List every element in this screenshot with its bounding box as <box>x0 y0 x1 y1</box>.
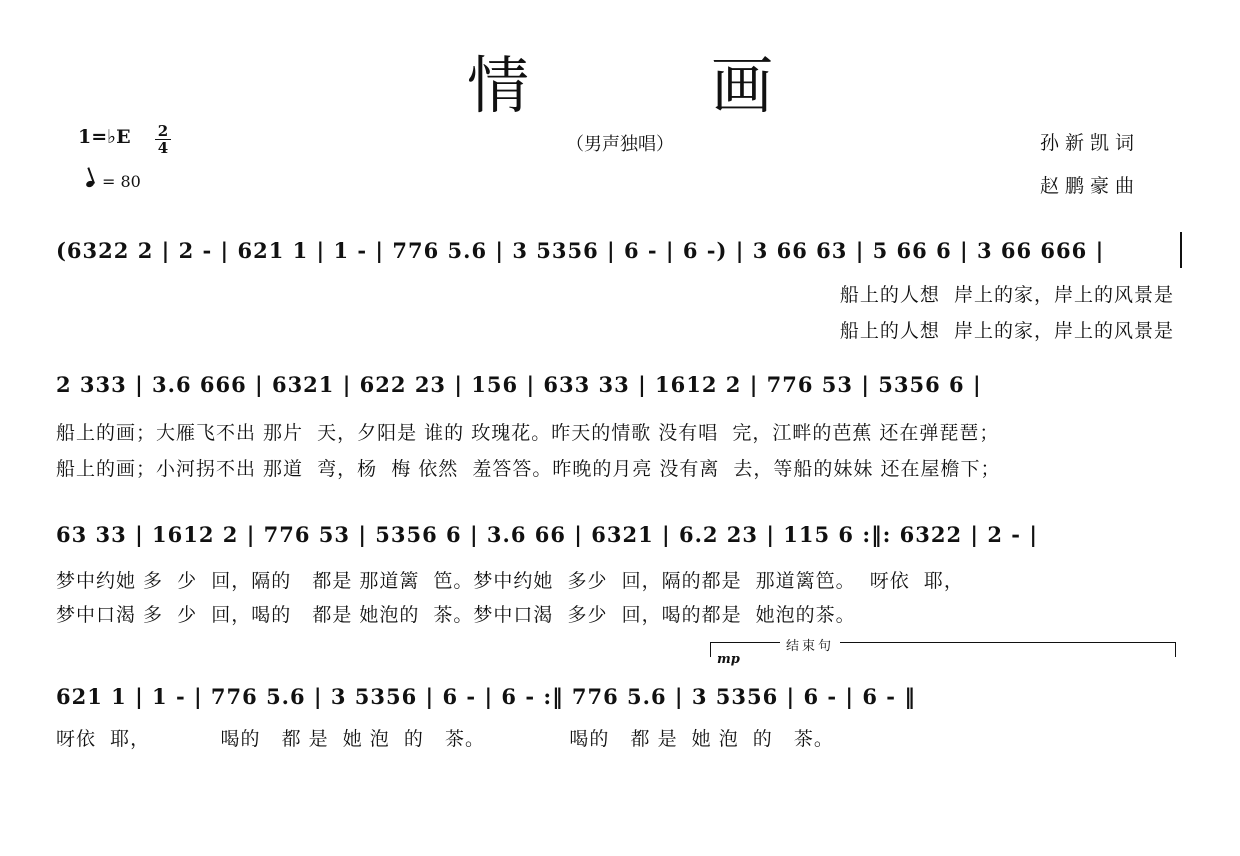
lyric-line-1-verse-2: 船上的人想 岸上的家，岸上的风景是 <box>839 320 1174 342</box>
lyric-line-2-verse-2: 船上的画；小河拐不出 那道 弯，杨 梅 依然 羞答答。昨晚的月亮 没有离 去，等船的妹妹 还在屋檐下； <box>56 458 1001 480</box>
song-title: 情 画 <box>466 49 833 122</box>
subtitle: （男声独唱） <box>566 134 674 155</box>
lyricist-credit: 孙新凯词 <box>1040 132 1141 154</box>
notation-row-3: 63 33 | 1612 2 | 776 53 | 5356 6 | 3.6 66 | 6321 | 6.2 23 | 115 6 :‖: 6322 | 2 - | <box>56 522 1038 547</box>
system-1-end-barline <box>1180 232 1182 268</box>
tempo-marking <box>86 172 141 191</box>
time-denominator: 4 <box>157 139 169 157</box>
lyric-line-1-verse-1: 船上的人想 岸上的家，岸上的风景是 <box>839 284 1174 306</box>
notation-row-2: 2 333 | 3.6 666 | 6321 | 622 23 | 156 | 633 33 | 1612 2 | 776 53 | 5356 6 | <box>56 372 982 397</box>
time-numerator: 2 <box>157 122 169 140</box>
lyric-line-4: 呀依 耶， 喝的 都 是 她 泡 的 茶。 喝的 都 是 她 泡 的 茶。 <box>56 728 834 750</box>
dynamic-marking: mp <box>717 652 740 667</box>
quarter-note-icon <box>85 180 95 188</box>
tempo-value: = 80 <box>102 172 141 191</box>
composer-credit: 赵鹏豪曲 <box>1040 175 1141 197</box>
notation-row-1: (6322 2 | 2 - | 621 1 | 1 - | 776 5.6 | 3 5356 | 6 - | 6 -) | 3 66 63 | 5 66 6 | 3 66 666 | <box>56 238 1105 263</box>
blank-area <box>480 752 742 856</box>
ending-label: 结束句 <box>780 635 840 654</box>
key-signature: 1=♭E <box>78 126 131 148</box>
lyric-line-2-verse-1: 船上的画；大雁飞不出 那片 天，夕阳是 谁的 玫瑰花。昨天的情歌 没有唱 完，江畔的芭蕉 还在弹琵琶； <box>56 422 1000 444</box>
notation-row-4: 621 1 | 1 - | 776 5.6 | 3 5356 | 6 - | 6 - :‖ 776 5.6 | 3 5356 | 6 - | 6 - ‖ <box>56 684 916 709</box>
lyric-line-3-verse-1: 梦中约她 多 少 回，隔的 都是 那道篱 笆。梦中约她 多少 回，隔的都是 那道篱笆。 呀依 耶， <box>56 570 964 592</box>
lyric-line-3-verse-2: 梦中口渴 多 少 回，喝的 都是 她泡的 茶。梦中口渴 多少 回，喝的都是 她泡的茶。 <box>56 604 856 626</box>
